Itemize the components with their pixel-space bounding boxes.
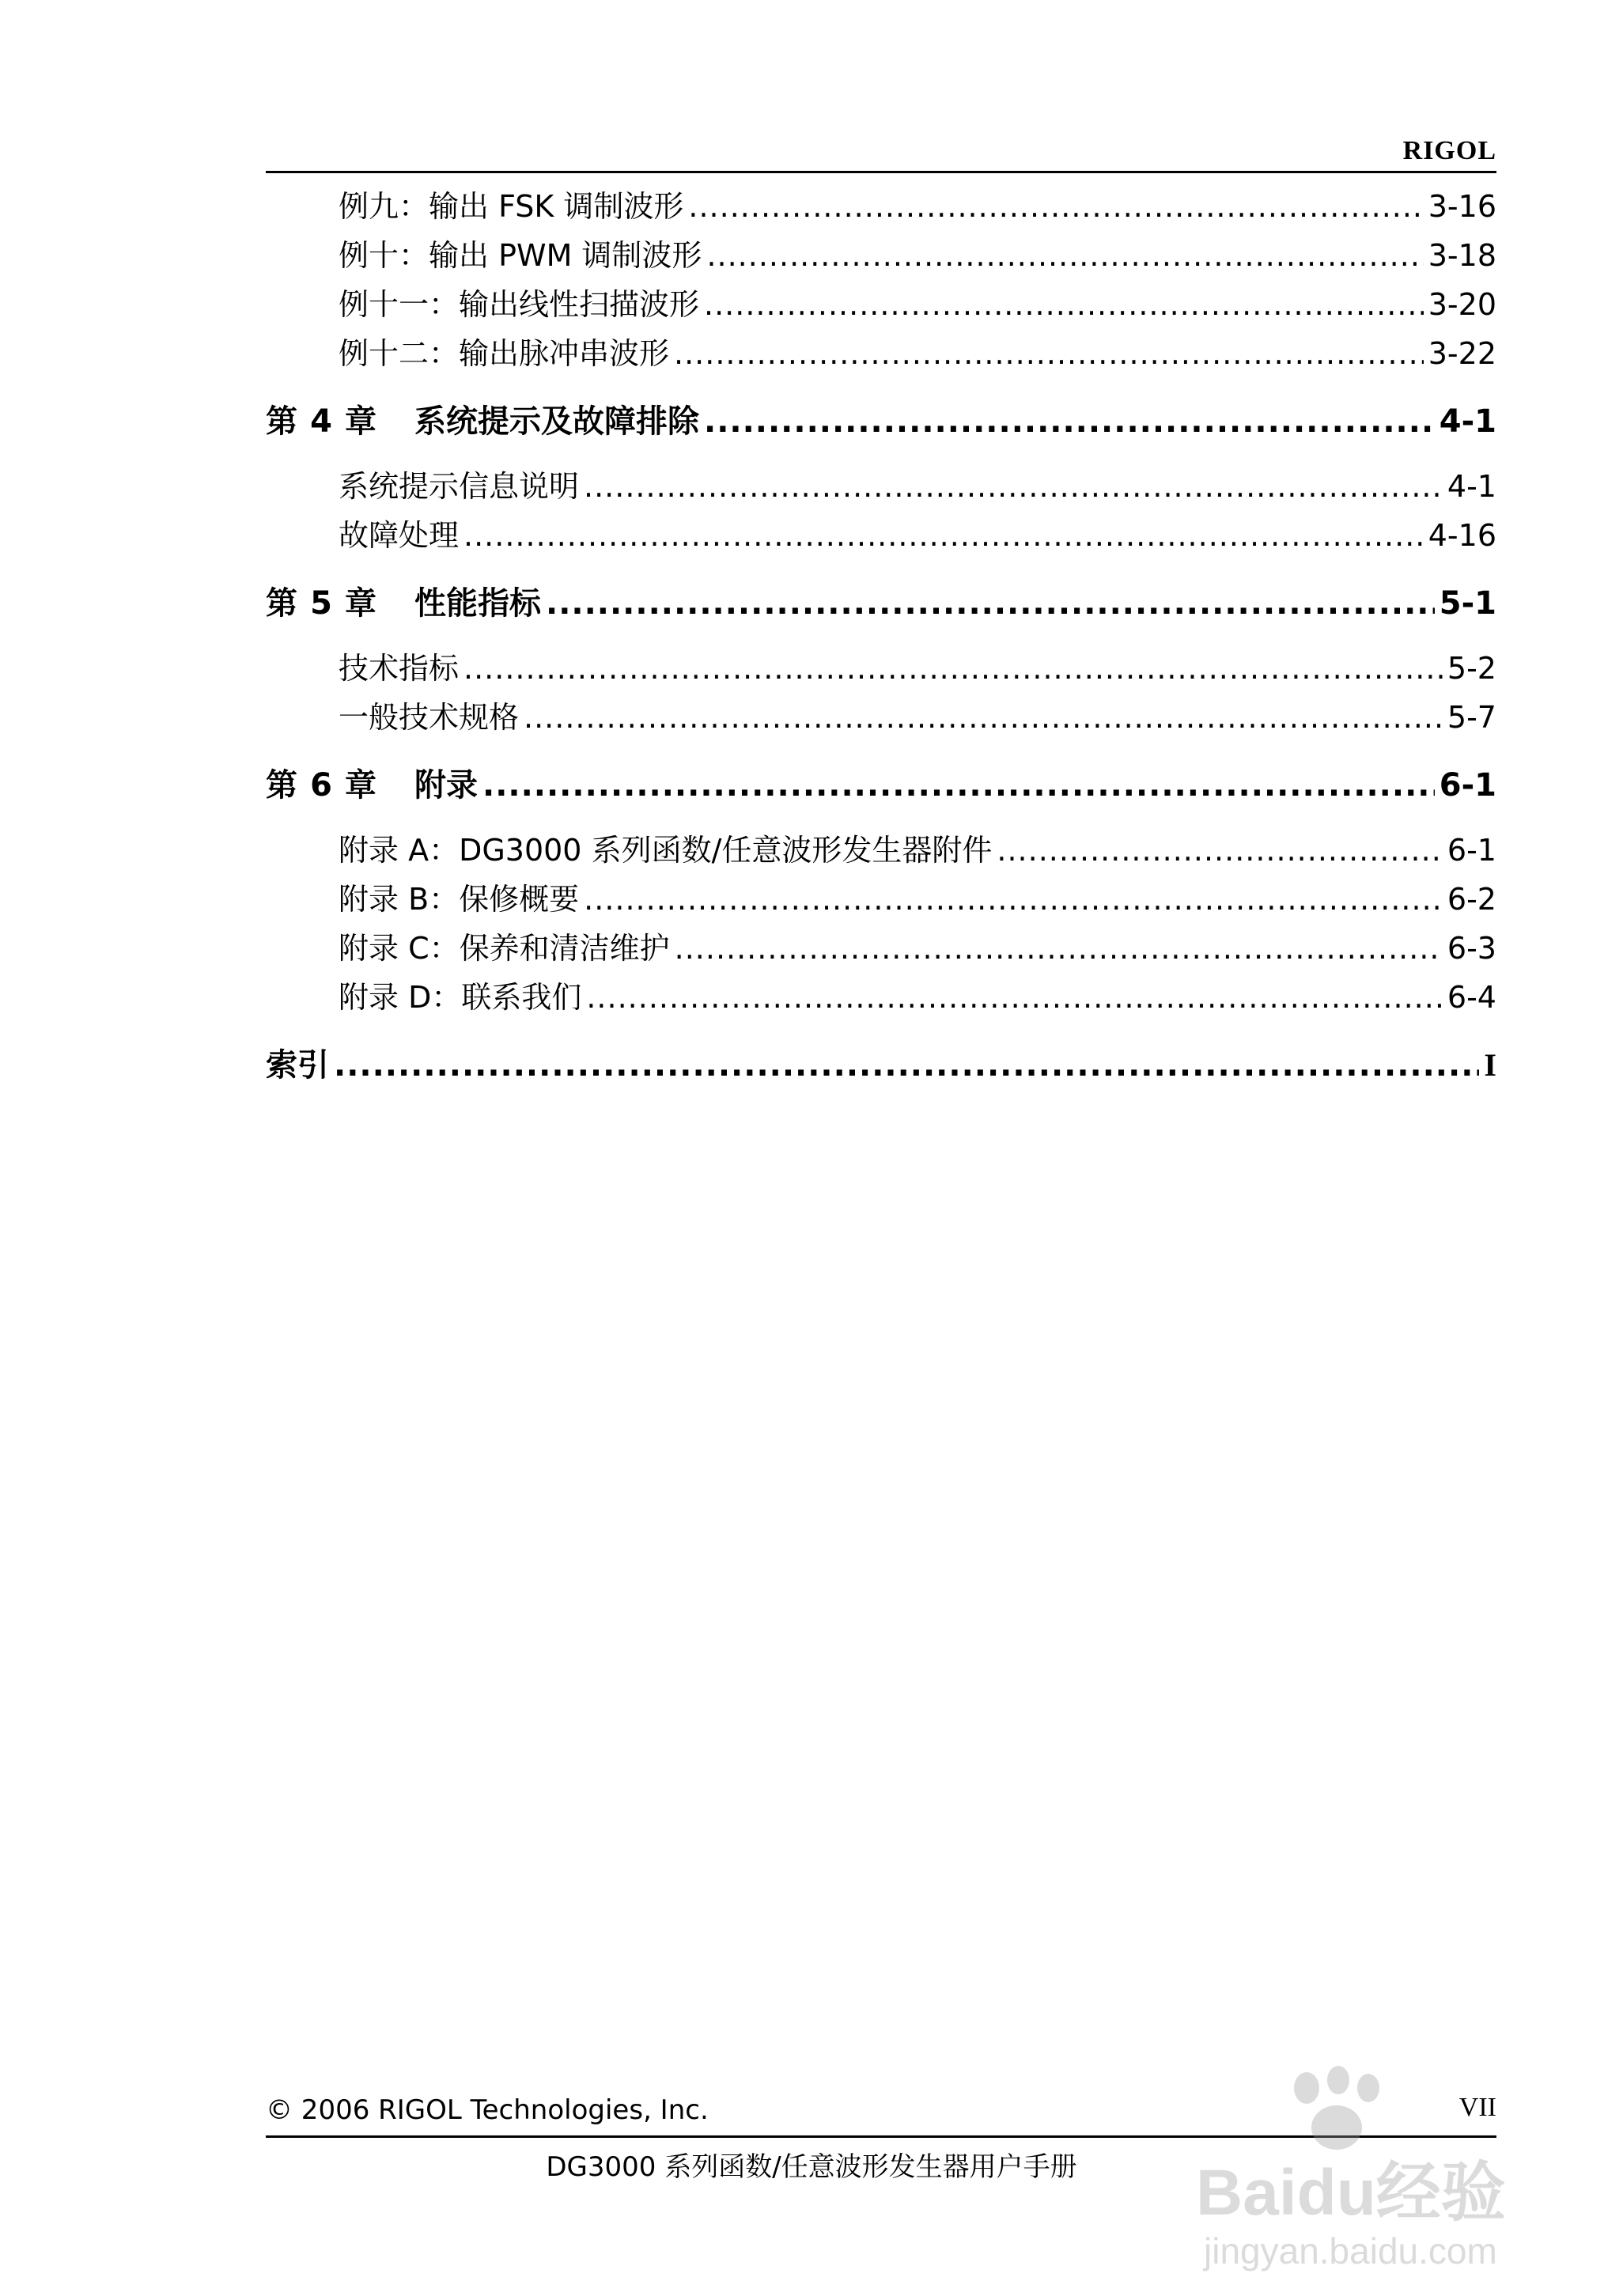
toc-leader [463, 644, 1443, 693]
toc-entry[interactable] [266, 924, 1496, 973]
watermark-brand: Baidu经验 [1196, 2157, 1506, 2229]
toc-leader [675, 924, 1443, 973]
toc-entry[interactable] [266, 329, 1496, 378]
toc-entry[interactable] [266, 462, 1496, 511]
watermark-url: jingyan.baidu.com [1204, 2230, 1497, 2271]
chapter-page: 6-1 [1439, 767, 1496, 804]
toc-leader [584, 462, 1443, 511]
chapter-suffix: 章 [345, 585, 376, 622]
copyright: © 2006 RIGOL Technologies, Inc. [266, 2094, 709, 2126]
toc-entry-label: 一般技术规格 [339, 700, 520, 735]
toc-leader [482, 759, 1435, 811]
toc-entry-page: 6-3 [1447, 931, 1496, 966]
toc-entry-page: 4-16 [1428, 518, 1496, 553]
toc-entry-label: 附录 C：保养和清洁维护 [339, 931, 670, 966]
toc-leader [546, 577, 1435, 630]
chapter-number: 6 [310, 767, 332, 804]
toc-entry[interactable] [266, 693, 1496, 742]
toc-entry-page: 3-16 [1428, 189, 1496, 224]
toc-chapter-4[interactable] [266, 395, 1496, 448]
toc-entry[interactable] [266, 644, 1496, 693]
toc-chapter-6[interactable] [266, 759, 1496, 811]
toc-leader [704, 395, 1435, 448]
chapter-title: 附录 [414, 767, 478, 804]
toc-index[interactable] [266, 1039, 1496, 1091]
toc-entry-page: 4-1 [1447, 469, 1496, 504]
chapter-suffix: 章 [345, 403, 376, 440]
toc-entry[interactable] [266, 182, 1496, 231]
toc-leader [688, 182, 1423, 231]
chapter-title: 系统提示及故障排除 [414, 403, 699, 440]
table-of-contents [266, 182, 1496, 1106]
toc-leader [334, 1039, 1479, 1091]
toc-entry[interactable] [266, 511, 1496, 560]
toc-leader [704, 280, 1424, 329]
toc-entry-page: 6-4 [1447, 980, 1496, 1015]
toc-entry[interactable] [266, 280, 1496, 329]
chapter-page: 5-1 [1439, 585, 1496, 622]
toc-chapter-5[interactable] [266, 577, 1496, 630]
toc-entry-label: 系统提示信息说明 [339, 469, 580, 504]
chapter-page: 4-1 [1439, 403, 1496, 440]
toc-leader [674, 329, 1424, 378]
toc-leader [706, 231, 1423, 280]
toc-entry-label: 例九：输出 FSK 调制波形 [339, 189, 684, 224]
manual-title: DG3000 系列函数/任意波形发生器用户手册 [546, 2151, 1077, 2183]
toc-entry[interactable] [266, 875, 1496, 924]
toc-entry-page: 5-7 [1447, 700, 1496, 735]
chapter-prefix: 第 [266, 403, 297, 440]
toc-entry-label: 例十二：输出脉冲串波形 [339, 336, 670, 371]
toc-entry-label: 技术指标 [339, 651, 460, 686]
toc-entry-label: 附录 D：联系我们 [339, 980, 582, 1015]
toc-leader [997, 826, 1443, 875]
toc-entry-page: 6-1 [1447, 833, 1496, 868]
header-brand: RIGOL [1402, 136, 1496, 165]
toc-entry-page: 5-2 [1447, 651, 1496, 686]
toc-entry[interactable] [266, 826, 1496, 875]
toc-entry-page: 3-22 [1428, 336, 1496, 371]
index-page: I [1484, 1047, 1496, 1083]
chapter-suffix: 章 [345, 767, 376, 804]
toc-leader [524, 693, 1443, 742]
toc-entry-page: 3-18 [1428, 238, 1496, 273]
toc-leader [463, 511, 1424, 560]
header-rule [266, 171, 1496, 173]
chapter-number: 5 [310, 585, 332, 622]
toc-entry-label: 例十一：输出线性扫描波形 [339, 287, 700, 322]
toc-entry-page: 3-20 [1428, 287, 1496, 322]
page-number: VII [1458, 2093, 1496, 2122]
toc-entry-label: 故障处理 [339, 518, 460, 553]
toc-entry-page: 6-2 [1447, 882, 1496, 917]
toc-leader [586, 973, 1443, 1022]
chapter-number: 4 [310, 403, 332, 440]
toc-entry[interactable] [266, 231, 1496, 280]
chapter-title: 性能指标 [414, 585, 541, 622]
baidu-watermark [1188, 2056, 1536, 2278]
toc-entry-label: 附录 A：DG3000 系列函数/任意波形发生器附件 [339, 833, 993, 868]
toc-entry-label: 附录 B：保修概要 [339, 882, 580, 917]
toc-leader [584, 875, 1443, 924]
chapter-prefix: 第 [266, 585, 297, 622]
index-label: 索引 [266, 1047, 329, 1084]
toc-entry-label: 例十：输出 PWM 调制波形 [339, 238, 702, 273]
chapter-prefix: 第 [266, 767, 297, 804]
toc-entry[interactable] [266, 973, 1496, 1022]
